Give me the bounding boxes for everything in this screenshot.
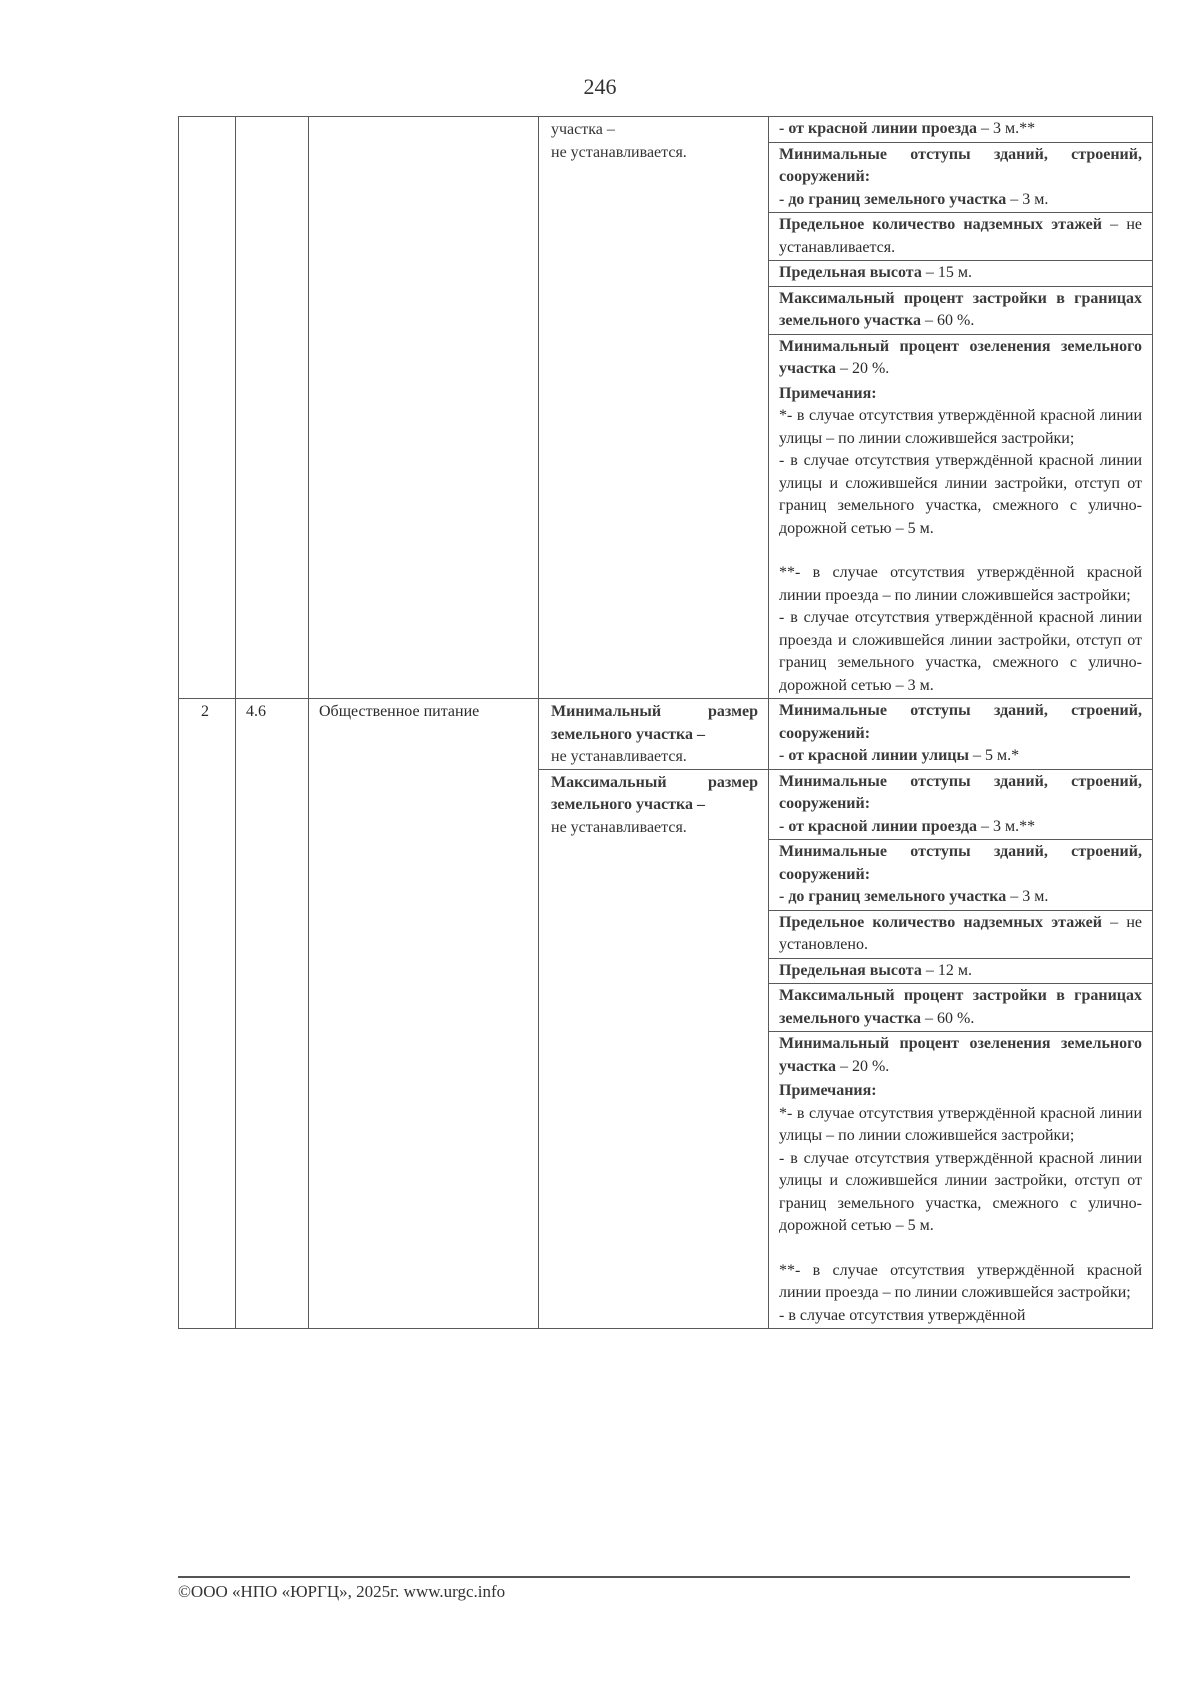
note-spacer [779,1238,1142,1260]
parameter-value: – 12 м. [921,961,972,979]
parameter-row [769,770,1152,841]
parameter-label: Предельное количество надземных этажей [779,913,1102,931]
parameter-row [769,143,1152,214]
page-number: 246 [583,74,617,99]
parameters-cell [769,769,1153,1329]
notes-title: Примечания: [779,384,877,402]
parameters-cell [769,117,1153,699]
note-paragraph: - в случае отсутствия утверждённой красной линии улицы и сложившейся линии застройки, отступ от границ земельного участка, смежного с улично-дорожной сетью – 5 м. [779,1149,1142,1234]
note-paragraph: **- в случае отсутствия утверждённой красной линии проезда – по линии сложившейся застройки; [779,564,1142,604]
parameter-row [769,261,1152,287]
setback-red-line-street [769,699,1152,769]
parameter-row [769,213,1152,261]
note-paragraph: *- в случае отсутствия утверждённой красной линии улицы – по линии сложившейся застройки; [779,407,1142,447]
parameter-label: Минимальный процент озеленения земельного участка [779,337,1142,377]
setback-label: Минимальные отступы зданий, строений, сооружений: - от красной линии улицы [779,702,1142,764]
note-paragraph: - в случае отсутствия утверждённой [779,1306,1026,1324]
note-paragraph: - в случае отсутствия утверждённой красной линии улицы и сложившейся линии застройки, отступ от границ земельного участка, смежного с улично-дорожной сетью – 5 м. [779,452,1142,537]
row-number-cell: 2 [179,699,236,1329]
notes-title: Примечания: [779,1082,877,1099]
min-plot-size-cell [539,699,769,770]
footer-copyright: ©ООО «НПО «ЮРГЦ», 2025г. www.urgc.info [178,1582,506,1601]
parameter-label: Минимальный процент озеленения земельного участка [779,1035,1142,1075]
plot-size-cell [539,117,769,699]
note-paragraph: - в случае отсутствия утверждённой красной линии проезда и сложившейся линии застройки, отступ от границ земельного участка, смежного с улично-дорожной сетью – 3 м. [779,609,1142,694]
parameter-value: – 3 м. [1006,190,1049,208]
parameter-label: Минимальные отступы зданий, строений, сооружений: - до границ земельного участка [779,145,1142,208]
parameter-label: - от красной линии проезда [779,120,977,137]
parameter-value: – не устанавливается. [779,216,1142,256]
max-plot-size-cell [539,769,769,1329]
parameter-label: Предельная высота [779,264,922,281]
note-paragraph: *- в случае отсутствия утверждённой красной линии улицы – по линии сложившейся застройки; [779,1104,1142,1144]
use-name-cell: Общественное питание [309,699,539,1329]
parameter-label: Предельное количество надземных этажей [779,216,1102,233]
code-cell: 4.6 [236,699,309,1329]
parameter-value: – 3 м. [1006,888,1049,905]
use-name-cell [309,117,539,699]
parameter-row [769,1032,1152,1079]
parameter-label: Минимальные отступы зданий, строений, сооружений: - от красной линии проезда [779,772,1142,835]
min-plot-size-value: не устанавливается. [551,748,687,765]
parameter-value: – 20 %. [835,360,890,377]
notes-block [769,1079,1152,1328]
parameter-value: – 15 м. [921,264,972,281]
setback-value: – 5 м.* [969,747,1020,764]
parameter-row [769,959,1152,985]
parameter-row [769,984,1152,1032]
parameter-row [769,840,1152,911]
table-row [179,117,1153,699]
parameter-row [769,335,1152,382]
notes-block [769,382,1152,699]
zoning-regulations-table [178,116,1153,1329]
max-plot-size-label: Максимальный размер земельного участка – [551,773,758,813]
parameter-label: Предельная высота [779,961,922,979]
row-number-cell [179,117,236,699]
parameter-value: – 60 %. [921,1009,975,1027]
parameter-row [769,117,1152,143]
min-plot-size-label: Минимальный размер земельного участка – [551,703,758,743]
parameter-value: – не установлено. [779,913,1142,953]
parameter-value: – 20 %. [835,1057,890,1075]
code-cell [236,117,309,699]
parameter-value: – 60 %. [921,312,975,329]
footer-divider [178,1576,1130,1578]
parameter-label: Максимальный процент застройки в границах земельного участка [779,987,1142,1027]
parameter-value: – 3 м.** [976,817,1036,835]
parameter-value: – 3 м.** [976,120,1036,137]
note-spacer [779,540,1142,562]
parameter-row [769,287,1152,335]
parameter-row [769,911,1152,959]
note-paragraph: **- в случае отсутствия утверждённой красной линии проезда – по линии сложившейся застройки; [779,1261,1142,1301]
parameter-label: Минимальные отступы зданий, строений, сооружений: - до границ земельного участка [779,843,1142,905]
table-row [179,699,1153,770]
max-plot-size-value: не устанавливается. [551,818,687,836]
plot-size-text: участка – не устанавливается. [551,121,687,161]
parameters-cell [769,699,1153,770]
parameter-label: Максимальный процент застройки в границах земельного участка [779,289,1142,329]
